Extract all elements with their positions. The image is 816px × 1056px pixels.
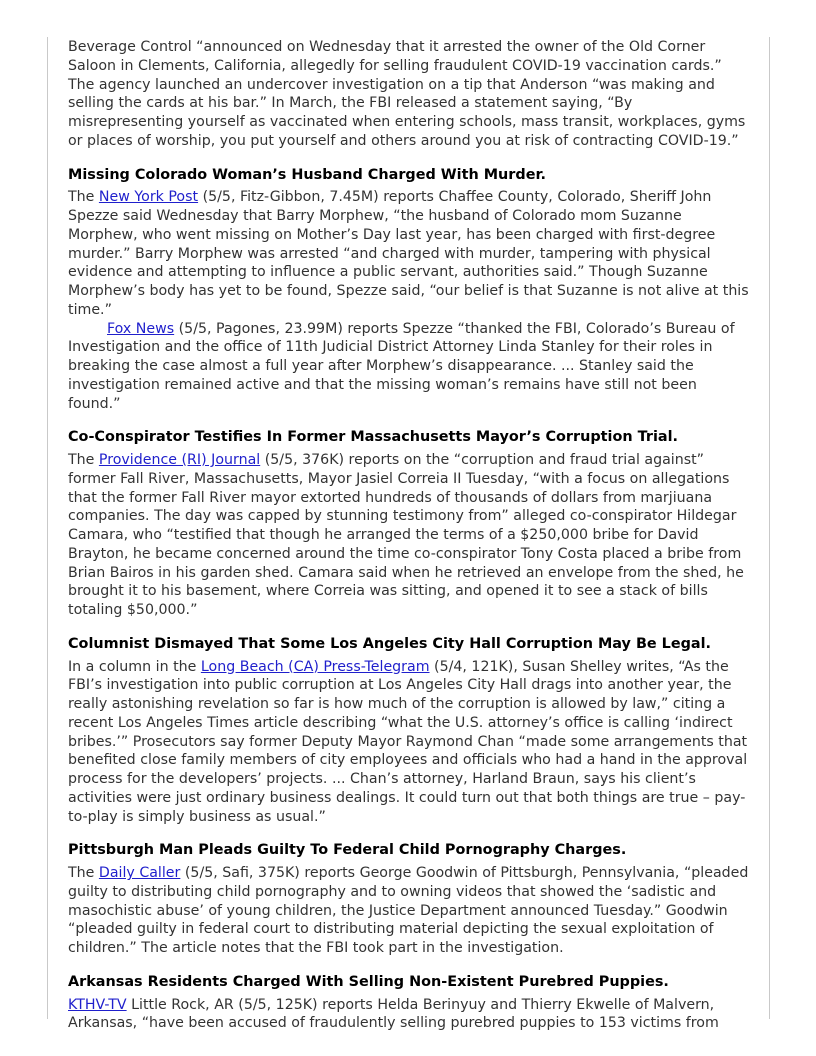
- paragraph-text: In a column in the: [68, 658, 201, 675]
- headline-arkansas-puppies: Arkansas Residents Charged With Selling Non-Existent Purebred Puppies.: [68, 973, 669, 990]
- story-paragraph: [68, 864, 750, 958]
- link-providence-journal[interactable]: Providence (RI) Journal: [98, 452, 261, 468]
- link-fox-news[interactable]: Fox News: [107, 320, 175, 337]
- news-content: [68, 38, 750, 1033]
- headline-massachusetts-trial: Co-Conspirator Testifies In Former Massachusetts Mayor’s Corruption Trial.: [68, 429, 679, 446]
- story-paragraph: Beverage Control “announced on Wednesday that it arrested the owner of the Old Corner Saloon in Clements, California, allegedly for selling fraudulent COVID-19 vaccination cards.” The agency launched an undercover investigation on a tip that Anderson “was making and selling the cards at his bar.” In March, the FBI released a statement saying, “By misrepresenting yourself as vaccinated when entering schools, mass transit, workplaces, gyms or places of worship, you put yourself and others around you at risk of contracting COVID-19.”: [68, 39, 746, 149]
- link-kthv-tv[interactable]: KTHV-TV: [68, 996, 127, 1013]
- paragraph-text: (5/4, 121K), Susan Shelley writes, “As the FBI’s investigation into public corruption at Los Angeles City Hall drags into another year, the really astonishing revelation so far is how much of the corruption is allowed by law,” citing a recent Los Angeles Times article describing “what the U.S. attorney’s office is calling ‘indirect bribes.’” Prosecutors say former Deputy Mayor Raymond Chan “made some arrangements that benefited close family members of city employees and officials who had a hand in the approval process for the developers’ projects. ... Chan’s attorney, Harland Braun, says his client’s activities were just ordinary business dealings. It could turn out that both things are true – pay-to-play is simply business as usual.”: [68, 658, 748, 825]
- headline-colorado-murder: Missing Colorado Woman’s Husband Charged With Murder.: [68, 166, 546, 183]
- headline-los-angeles-corruption: Columnist Dismayed That Some Los Angeles City Hall Corruption May Be Legal.: [68, 635, 712, 652]
- story-paragraph: [68, 451, 750, 620]
- story-paragraph: [68, 188, 750, 319]
- paragraph-text: Little Rock, AR (5/5, 125K) reports Helda Berinyuy and Thierry Ekwelle of Malvern, Arkansas, “have been accused of fraudulently selling purebred puppies to 153 victims from: [68, 996, 719, 1032]
- link-press-telegram[interactable]: Long Beach (CA) Press-Telegram: [200, 658, 430, 675]
- headline-pittsburgh-plea: Pittsburgh Man Pleads Guilty To Federal Child Pornography Charges.: [68, 842, 627, 859]
- paragraph-text: The: [68, 865, 99, 881]
- link-daily-caller[interactable]: Daily Caller: [98, 865, 181, 881]
- story-paragraph: [68, 658, 750, 827]
- story-paragraph: [68, 320, 750, 414]
- link-new-york-post[interactable]: New York Post: [98, 189, 199, 206]
- paragraph-text: The: [68, 189, 99, 206]
- paragraph-text: (5/5, 376K) reports on the “corruption and fraud trial against” former Fall River, Massachusetts, Mayor Jasiel Correia II Tuesday, “with a focus on allegations that the former Fall River mayor extorted hundreds of thousands of dollars from marjiuana companies. The day was capped by stunning testimony from” alleged co-conspirator Hildegar Camara, who “testified that though he arranged the terms of a $250,000 bribe for David Brayton, he became concerned around the time co-conspirator Tony Costa placed a bribe from Brian Bairos in his garden shed. Camara said when he retrieved an envelope from the shed, he brought it to his basement, where Correia was sitting, and opened it to see a stack of bills totaling $50,000.”: [68, 452, 744, 618]
- paragraph-text: (5/5, Safi, 375K) reports George Goodwin of Pittsburgh, Pennsylvania, “pleaded guilty to distributing child pornography and to owning videos that showed the ‘sadistic and masochistic abuse’ of young children, the Justice Department announced Tuesday.” Goodwin “pleaded guilty in federal court to distributing material depicting the sexual exploitation of children.” The article notes that the FBI took part in the investigation.: [68, 865, 749, 956]
- paragraph-text: The: [68, 452, 99, 468]
- paragraph-text: (5/5, Fitz-Gibbon, 7.45M) reports Chaffee County, Colorado, Sheriff John Spezze said Wednesday that Barry Morphew, “the husband of Colorado mom Suzanne Morphew, who went missing on Mother’s Day last year, has been charged with first-degree murder.” Barry Morphew was arrested “and charged with murder, tampering with physical evidence and attempting to influence a public servant, authorities said.” Though Suzanne Morphew’s body has yet to be found, Spezze said, “our belief is that Suzanne is not alive at this time.”: [68, 189, 749, 318]
- paragraph-text: (5/5, Pagones, 23.99M) reports Spezze “thanked the FBI, Colorado’s Bureau of Investigation and the office of 11th Judicial District Attorney Linda Stanley for their roles in breaking the case almost a full year after Morphew’s disappearance. ... Stanley said the investigation remained active and that the missing woman’s remains have still not been found.”: [68, 320, 735, 412]
- story-paragraph: [68, 996, 750, 1034]
